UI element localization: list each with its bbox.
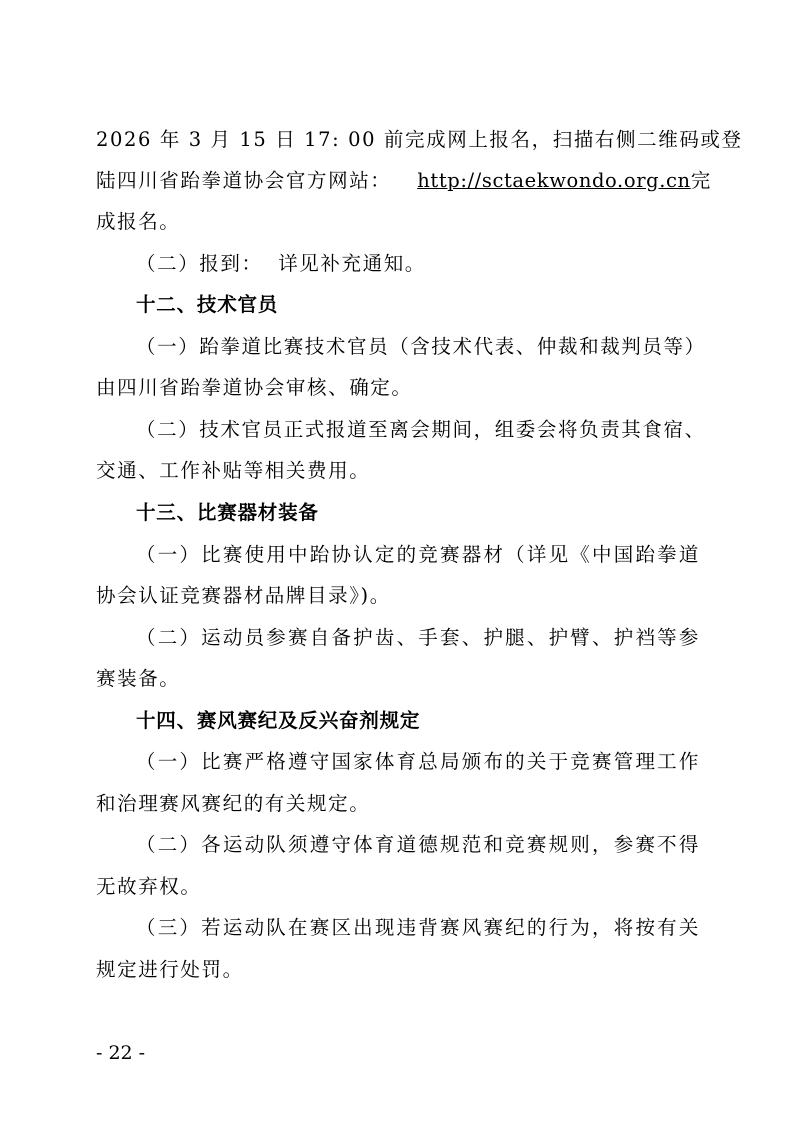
technical-officials-line-2: 由四川省跆拳道协会审核、确定。 [96, 376, 413, 399]
athlete-gear-line-1: （二）运动员参赛自备护齿、手套、护腿、护臂、护裆等参 [136, 626, 700, 649]
registration-deadline-line: 2026 年 3 月 15 日 17: 00 前完成网上报名，扫描右侧二维码或登 [96, 128, 743, 151]
registration-end-line: 成报名。 [96, 210, 181, 233]
penalty-line-2: 规定进行处罚。 [96, 958, 244, 981]
equipment-line-1: （一）比赛使用中跆协认定的竞赛器材（详见《中国跆拳道 [136, 543, 700, 566]
athlete-gear-line-2: 赛装备。 [96, 667, 181, 690]
section-13-heading: 十三、比赛器材装备 [136, 501, 319, 524]
sportsmanship-line-1: （二）各运动队须遵守体育道德规范和竞赛规则，参赛不得 [136, 833, 700, 856]
website-prefix-text: 陆四川省跆拳道协会官方网站： [96, 169, 392, 192]
website-suffix-text: 完 [690, 169, 712, 192]
check-in-line: （二）报到： 详见补充通知。 [136, 252, 426, 275]
discipline-rules-line-2: 和治理赛风赛纪的有关规定。 [96, 792, 371, 815]
technical-officials-expenses-line-2: 交通、工作补贴等相关费用。 [96, 459, 371, 482]
page-number: - 22 - [96, 1042, 146, 1064]
registration-website-line [96, 164, 712, 198]
association-website-link[interactable]: http://sctaekwondo.org.cn [417, 169, 691, 192]
technical-officials-line-1: （一）跆拳道比赛技术官员（含技术代表、仲裁和裁判员等） [136, 335, 706, 358]
penalty-line-1: （三）若运动队在赛区出现违背赛风赛纪的行为，将按有关 [136, 916, 700, 939]
technical-officials-expenses-line-1: （二）技术官员正式报道至离会期间，组委会将负责其食宿、 [136, 418, 706, 441]
equipment-line-2: 协会认证竞赛器材品牌目录》)。 [96, 584, 391, 607]
section-14-heading: 十四、赛风赛纪及反兴奋剂规定 [136, 709, 421, 732]
discipline-rules-line-1: （一）比赛严格遵守国家体育总局颁布的关于竞赛管理工作 [136, 750, 700, 773]
sportsmanship-line-2: 无故弃权。 [96, 875, 202, 898]
section-12-heading: 十二、技术官员 [136, 293, 279, 316]
